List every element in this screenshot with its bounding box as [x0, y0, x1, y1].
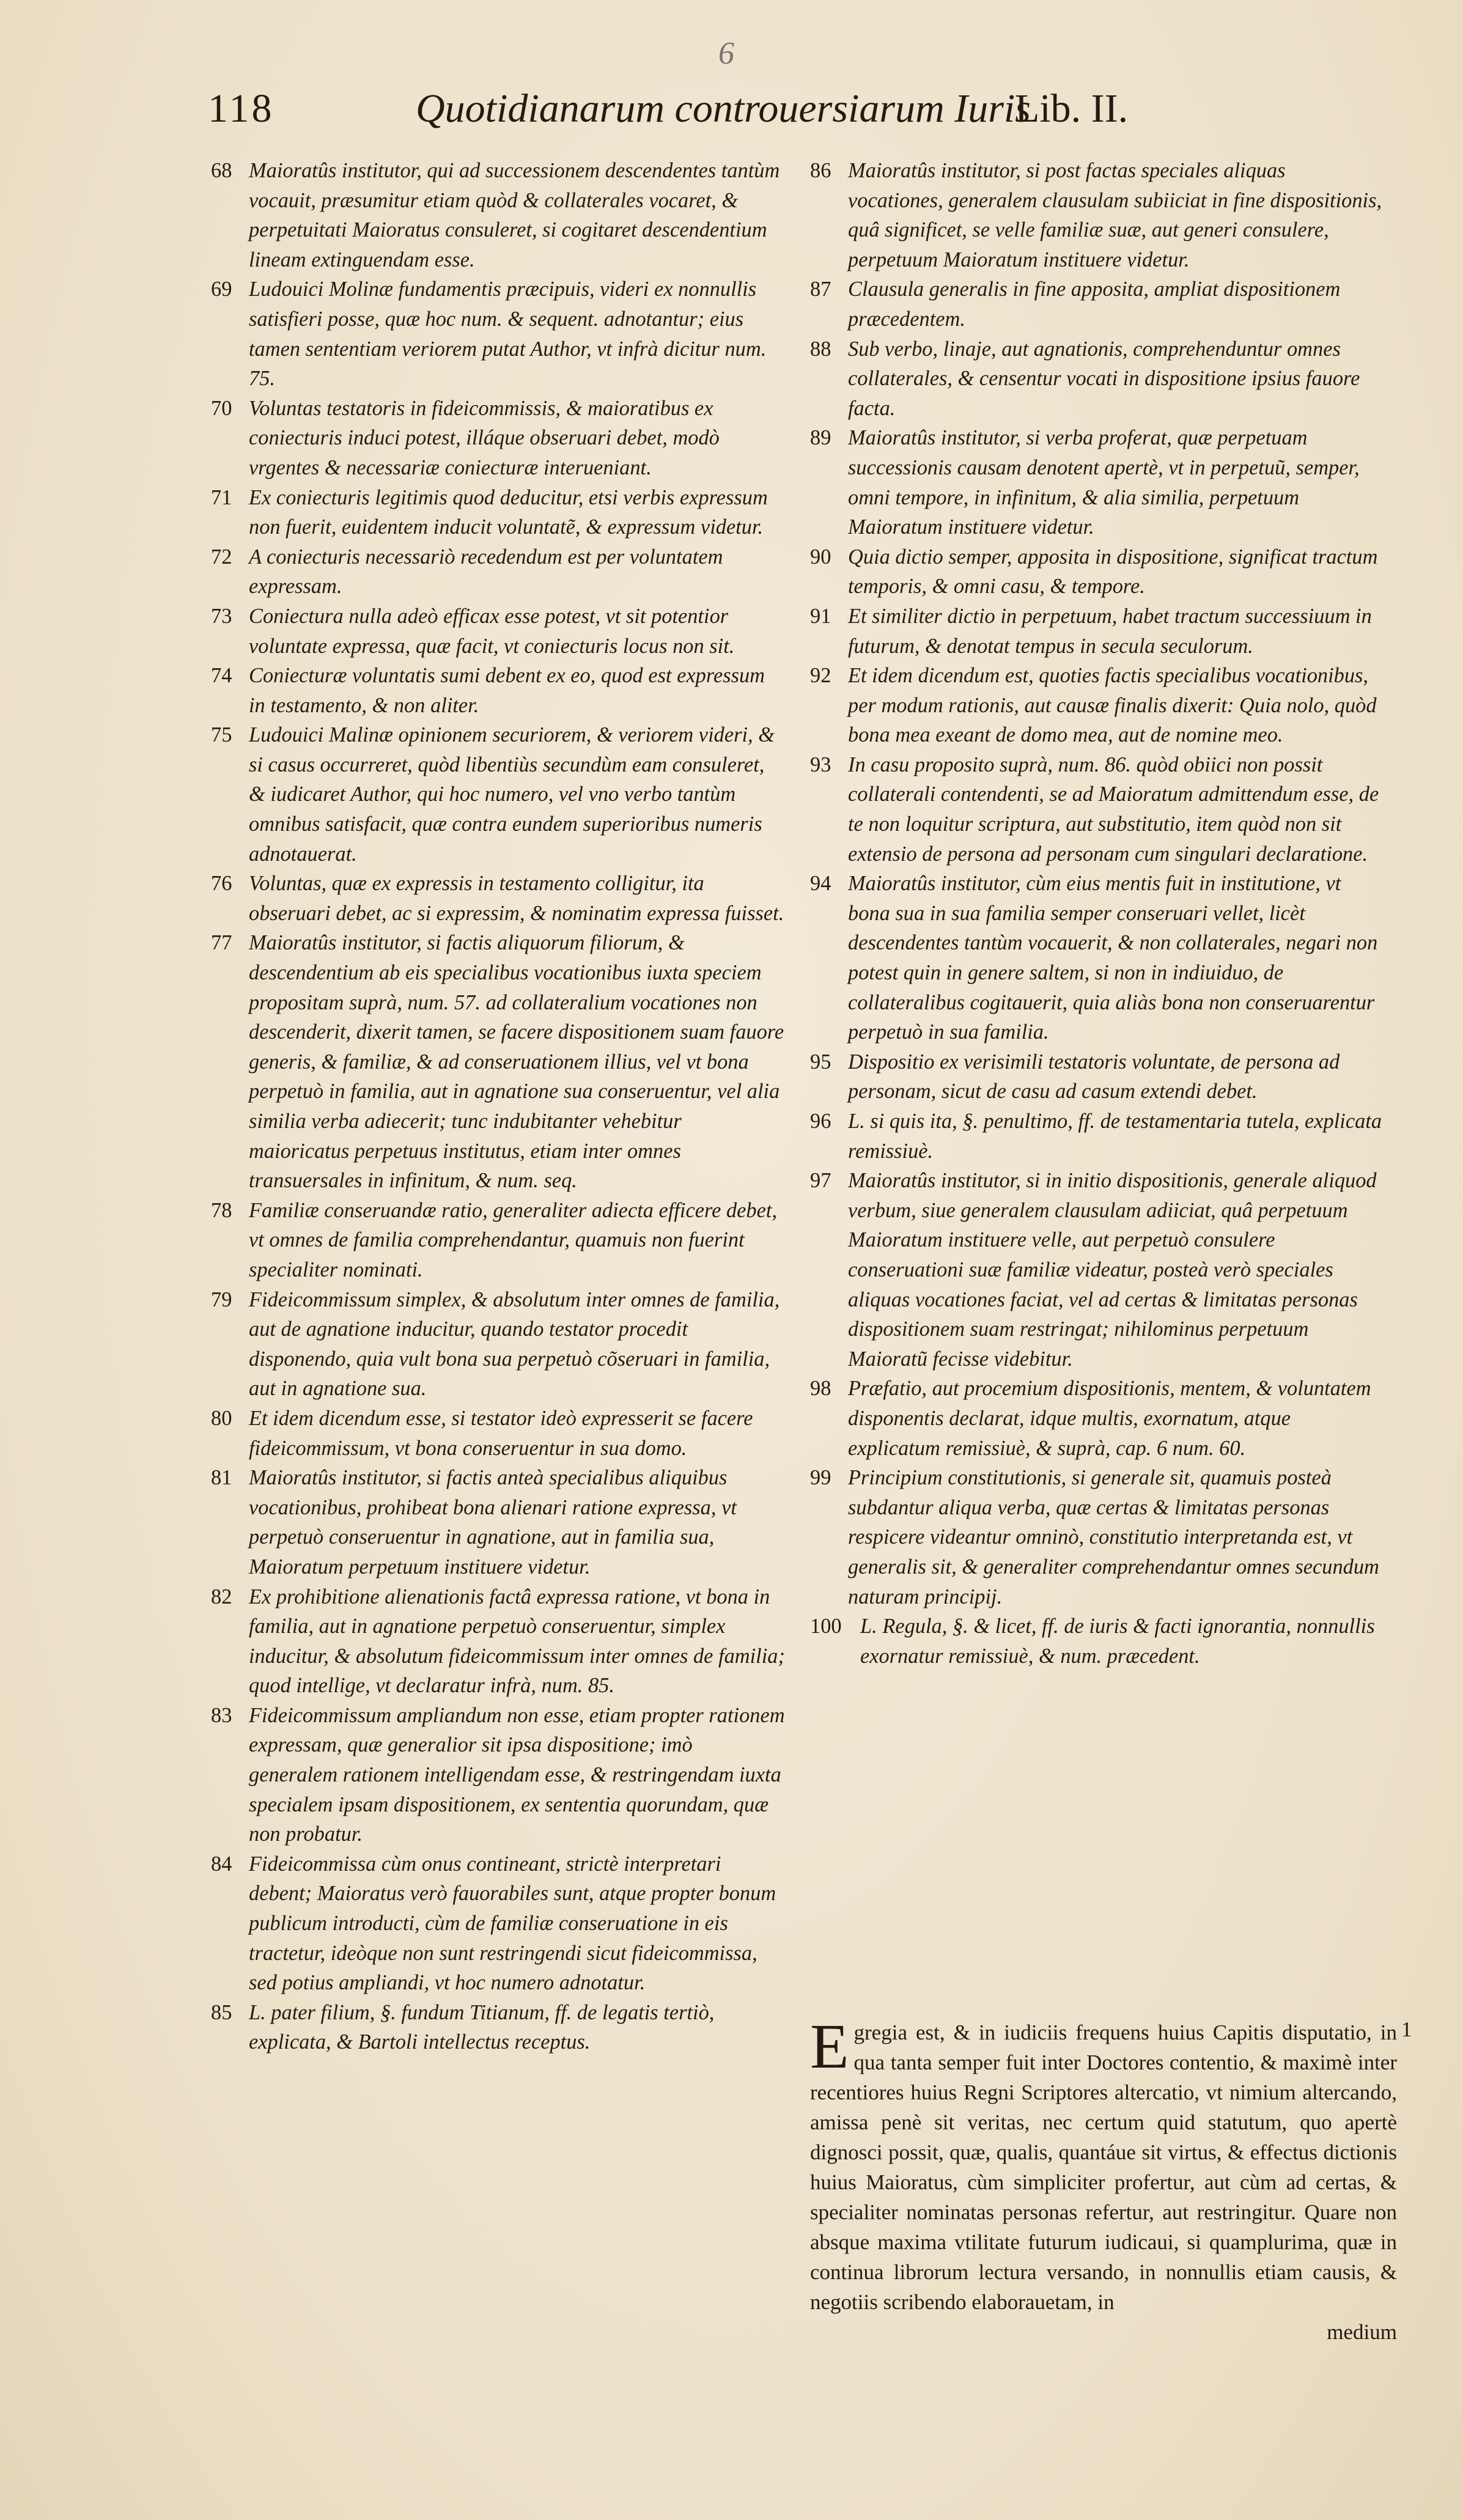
entry-number: 78	[211, 1198, 232, 1222]
entry-number: 76	[211, 872, 232, 896]
entry-number: 81	[211, 1466, 232, 1490]
summary-entry	[810, 869, 1385, 1047]
entry-text: Maioratûs institutor, si in initio dispositionis, generale aliquod verbum, siue generalem clausulam adiiciat, quâ perpetuum Maioratum instituere velle, aut perpetuò consulere conseruationi suæ familiæ videatur, posteà verò speciales aliquas vocationes faciat, vel ad certas & limitatas personas dispositionem suam restringat; nihilominus perpetuum Maioratũ fecisse videbitur.	[848, 1169, 1377, 1371]
entry-text: Voluntas testatoris in fideicommissis, & maioratibus ex coniecturis induci potest, illáque obseruari debet, modò vrgentes & necessariæ coniecturæ interueniant.	[249, 396, 720, 479]
page-number: 118	[208, 86, 275, 131]
entry-number: 85	[211, 2000, 232, 2024]
entry-number: 68	[211, 159, 232, 182]
summary-entry	[810, 750, 1385, 869]
entry-number: 75	[211, 723, 232, 747]
entry-text: L. Regula, §. & licet, ff. de iuris & facti ignorantia, nonnullis exornatur remissiuè, & num. præcedent.	[860, 1615, 1375, 1668]
entry-number: 87	[810, 278, 831, 301]
entry-number: 71	[211, 485, 232, 509]
summary-entry	[211, 274, 786, 393]
entry-number: 82	[211, 1585, 232, 1608]
summary-entry	[211, 542, 786, 602]
entry-number: 83	[211, 1703, 232, 1727]
summary-entry	[810, 1166, 1385, 1374]
entry-number: 92	[810, 664, 831, 688]
summary-entry	[810, 1463, 1385, 1612]
catchword: medium	[1327, 2320, 1397, 2344]
summary-entry	[211, 1998, 786, 2057]
summary-column-left	[211, 156, 786, 2057]
entry-text: Coniectura nulla adeò efficax esse potest, vt sit potentior voluntate expressa, quæ facit, vt coniecturis locus non sit.	[249, 604, 735, 658]
entry-text: Familiæ conseruandæ ratio, generaliter adiecta efficere debet, vt omnes de familia comprehendantur, quamuis non fuerint specialiter nominati.	[249, 1198, 778, 1281]
summary-entry	[211, 1701, 786, 1849]
entry-number: 98	[810, 1377, 831, 1401]
running-header	[208, 86, 1223, 134]
summary-entry	[810, 602, 1385, 661]
summary-entry	[211, 1463, 786, 1582]
body-paragraph: gregia est, & in iudiciis frequens huius Capitis disputatio, in qua tanta semper fuit inter Doctores contentio, & maximè inter recentiores huius Regni Scriptores altercatio, vt nimium altercando, amissa penè sit veritas, nec certum quid statutum, quo apertè dignosci possit, quæ, qualis, quantáue sit virtus, & effectus dictionis huius Maioratus, cùm simpliciter profertur, aut cùm ad certas, & specialiter nominatas personas refertur, aut restringitur. Quare non absque maxima vtilitate futurum iudicaui, si quamplurima, quæ in continua librorum lectura versando, in nonnullis etiam causis, & negotiis scribendo elaborauetam, in	[810, 2021, 1397, 2314]
entry-text: L. si quis ita, §. penultimo, ff. de testamentaria tutela, explicata remissiuè.	[848, 1110, 1382, 1163]
entry-number: 96	[810, 1110, 831, 1133]
entry-number: 89	[810, 426, 831, 450]
entry-number: 84	[211, 1852, 232, 1876]
entry-number: 94	[810, 872, 831, 896]
entry-text: Ex coniecturis legitimis quod deducitur, etsi verbis expressum non fuerit, euidentem inducit voluntatẽ, & expressum videtur.	[249, 485, 768, 539]
summary-entry	[810, 274, 1385, 334]
entry-text: Fideicommissa cùm onus contineant, strictè interpretari debent; Maioratus verò fauorabiles sunt, atque propter bonum publicum introducti, cùm de familiæ conseruatione in eis tractetur, ideòque non sunt restringendi sicut fideicommissa, sed potius ampliandi, vt hoc numero adnotatur.	[249, 1852, 776, 1995]
entry-number: 72	[211, 545, 232, 569]
summary-entry	[211, 869, 786, 928]
drop-cap: E	[810, 2011, 849, 2082]
summary-entry	[810, 1107, 1385, 1166]
entry-text: Clausula generalis in fine apposita, ampliat dispositionem præcedentem.	[848, 278, 1341, 331]
entry-text: Voluntas, quæ ex expressis in testamento colligitur, ita obseruari debet, ac si expressim, & nominatim expressa fuisset.	[249, 872, 784, 925]
entry-text: Sub verbo, linaje, aut agnationis, comprehenduntur omnes collaterales, & censentur vocati in dispositione ipsius fauore facta.	[848, 337, 1360, 420]
entry-text: Ex prohibitione alienationis factâ expressa ratione, vt bona in familia, aut in agnatione perpetuò conseruentur, simplex inducitur, & absolutum fideicommissum inter omnes de familia; quod intellige, vt declaratur infrà, num. 85.	[249, 1585, 785, 1698]
entry-text: Maioratûs institutor, qui ad successionem descendentes tantùm vocauit, præsumitur etiam quòd & collaterales vocaret, & perpetuitati Maioratus consuleret, si cogitaret descendentium lineam extinguendam esse.	[249, 159, 780, 271]
entry-text: Maioratûs institutor, si verba proferat, quæ perpetuam successionis causam denotent apertè, vt in perpetuũ, semper, omni tempore, in infinitum, & alia similia, perpetuum Maioratum instituere videtur.	[848, 426, 1360, 539]
entry-number: 86	[810, 159, 831, 182]
entry-text: Fideicommissum simplex, & absolutum inter omnes de familia, aut de agnatione inducitur, quando testator procedit disponendo, quia vult bona sua perpetuò cõseruari in familia, aut in agnatione sua.	[249, 1288, 780, 1401]
summary-entry	[211, 394, 786, 483]
margin-paragraph-number: 1	[1401, 2017, 1412, 2041]
entry-text: Quia dictio semper, apposita in dispositione, significat tractum temporis, & omni casu, & tempore.	[848, 545, 1378, 599]
entry-number: 74	[211, 664, 232, 688]
entry-number: 79	[211, 1288, 232, 1311]
entry-text: Maioratûs institutor, si factis anteà specialibus aliquibus vocationibus, prohibeat bona alienari ratione expressa, vt perpetuò conseruentur in agnatione, aut in familia sua, Maioratum perpetuum instituere videtur.	[249, 1466, 737, 1579]
summary-entry	[810, 156, 1385, 274]
summary-entry	[211, 1196, 786, 1285]
summary-entry	[211, 602, 786, 661]
entry-number: 99	[810, 1466, 831, 1490]
summary-entry	[211, 720, 786, 869]
running-book: Lib. II.	[1015, 86, 1129, 131]
summary-entry	[211, 661, 786, 720]
entry-number: 88	[810, 337, 831, 361]
entry-text: L. pater filium, §. fundum Titianum, ff. de legatis tertiò, explicata, & Bartoli intellectus receptus.	[249, 2000, 715, 2054]
summary-entry	[810, 1374, 1385, 1463]
entry-number: 95	[810, 1050, 831, 1074]
entry-number: 93	[810, 753, 831, 776]
entry-number: 73	[211, 604, 232, 628]
entry-number: 97	[810, 1169, 831, 1193]
entry-text: Et idem dicendum esse, si testator ideò expresserit se facere fideicommissum, vt bona conseruentur in sua domo.	[249, 1406, 753, 1460]
entry-text: Fideicommissum ampliandum non esse, etiam propter rationem expressam, quæ generalior sit ipsa dispositione; imò generalem rationem intelligendam esse, & restringendam iuxta specialem ipsam dispositionem, ex sententia quorundam, quæ non probatur.	[249, 1703, 785, 1846]
summary-entry	[211, 483, 786, 542]
entry-number: 80	[211, 1406, 232, 1430]
entry-text: Et similiter dictio in perpetuum, habet tractum successiuum in futurum, & denotat tempus in secula seculorum.	[848, 604, 1372, 658]
summary-entry	[211, 1404, 786, 1463]
entry-text: A coniecturis necessariò recedendum est per voluntatem expressam.	[249, 545, 723, 599]
summary-entry	[810, 423, 1385, 542]
entry-number: 70	[211, 396, 232, 420]
chapter-body	[810, 2011, 1397, 2347]
entry-text: Præfatio, aut procemium dispositionis, mentem, & voluntatem disponentis declarat, idque multis, exornatum, atque explicatum remissiuè, & suprà, cap. 6 num. 60.	[848, 1377, 1371, 1460]
entry-number: 100	[810, 1615, 842, 1638]
entry-text: In casu proposito suprà, num. 86. quòd obiici non possit collaterali contendenti, se ad Maioratum admittendum esse, de te non loquitur scriptura, aut substitutio, item quòd non sit extensio de persona ad personam cum singulari declaratione.	[848, 753, 1379, 866]
summary-entry	[810, 661, 1385, 750]
summary-entry	[810, 542, 1385, 602]
summary-entry	[810, 1612, 1385, 1671]
entry-number: 77	[211, 931, 232, 955]
summary-entry	[211, 1285, 786, 1404]
summary-entry	[211, 928, 786, 1195]
entry-number: 91	[810, 604, 831, 628]
entry-number: 90	[810, 545, 831, 569]
summary-column-right	[810, 156, 1385, 1671]
entry-text: Et idem dicendum est, quoties factis specialibus vocationibus, per modum rationis, aut causæ finalis dixerit: Quia nolo, quòd bona mea exeant de domo mea, aut de nomine meo.	[848, 664, 1377, 747]
entry-text: Ludouici Molinæ fundamentis præcipuis, videri ex nonnullis satisfieri posse, quæ hoc num. & sequent. adnotantur; eius tamen sententiam veriorem putat Author, vt infrà dicitur num. 75.	[249, 278, 767, 391]
summary-entry	[810, 334, 1385, 424]
entry-number: 69	[211, 278, 232, 301]
entry-text: Ludouici Malinæ opinionem securiorem, & veriorem videri, & si casus occurreret, quòd libentiùs secundùm eam consuleret, & iudicaret Author, qui hoc numero, vel vno verbo tantùm omnibus satisfacit, quæ contra eundem superioribus numeris adnotauerat.	[249, 723, 775, 866]
summary-entry	[211, 156, 786, 274]
entry-text: Principium constitutionis, si generale sit, quamuis posteà subdantur aliqua verba, quæ certas & limitatas personas respicere videantur omninò, constitutio interpretanda est, vt generalis sit, & generaliter comprehendantur omnes secundum naturam principij.	[848, 1466, 1379, 1608]
running-title: Quotidianarum controuersiarum Iuris	[416, 86, 1031, 131]
summary-entry	[211, 1849, 786, 1998]
entry-text: Maioratûs institutor, si factis aliquorum filiorum, & descendentium ab eis specialibus vocationibus iuxta speciem propositam suprà, num. 57. ad collateralium vocationes non descenderit, dixerit tamen, se facere dispositionem suam fauore generis, & familiæ, & ad conseruationem illius, vel vt bona perpetuò in familia, aut in agnatione sua conseruentur, vel alia similia verba adiecerit; tunc indubitanter vehebitur maioricatus perpetuus institutus, etiam inter omnes transuersales in infinitum, & num. seq.	[249, 931, 784, 1193]
entry-text: Coniecturæ voluntatis sumi debent ex eo, quod est expressum in testamento, & non aliter.	[249, 664, 765, 717]
entry-text: Maioratûs institutor, si post factas speciales aliquas vocationes, generalem clausulam subiiciat in fine dispositionis, quâ significet, se velle familiæ suæ, aut generi consulere, perpetuum Maioratum instituere videtur.	[848, 159, 1382, 271]
summary-entry	[810, 1047, 1385, 1107]
entry-text: Maioratûs institutor, cùm eius mentis fuit in institutione, vt bona sua in sua familia semper conseruari vellet, licèt descendentes tantùm vocauerit, & non collaterales, negari non potest quin in genere saltem, si non in indiuiduo, de collateralibus cogitauerit, quia aliàs bona non conseruarentur perpetuò in sua familia.	[848, 872, 1378, 1044]
summary-entry	[211, 1582, 786, 1701]
pencil-folio-mark: 6	[718, 36, 734, 71]
entry-text: Dispositio ex verisimili testatoris voluntate, de persona ad personam, sicut de casu ad casum extendi debet.	[848, 1050, 1340, 1103]
